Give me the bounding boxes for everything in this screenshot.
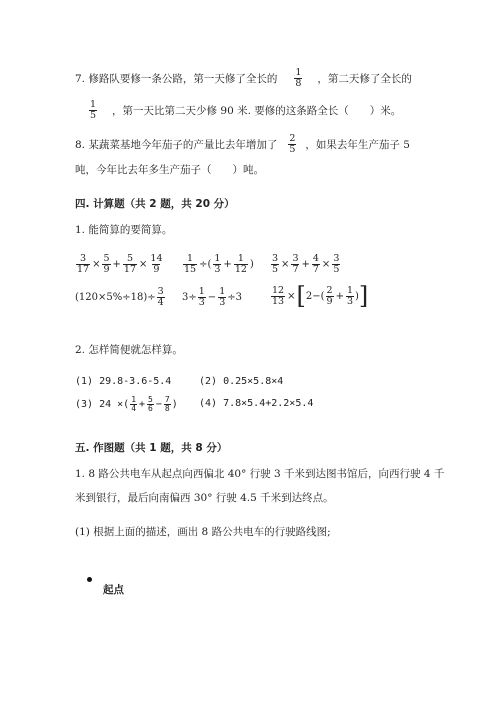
expression-4: (120×5%÷18)÷ $\frac{3}{4}$ bbox=[75, 286, 164, 308]
calc-4: (4) 7.8×5.4+2.2×5.4 bbox=[199, 398, 314, 409]
calc-1: (1) 29.8-3.6-5.4 bbox=[75, 376, 172, 387]
section-5-sub1: (1) 根据上面的描述，画出 8 路公共电车的行驶路线图; bbox=[75, 526, 331, 538]
start-point-label: 起点 bbox=[103, 584, 124, 596]
expression-3: $\frac{3}{5}$ × $\frac{3}{7}$ + $\frac{4}{7}$ × $\frac{3}{5}$ bbox=[272, 253, 340, 275]
q7-fraction-2: $\frac{1}{5}$ bbox=[90, 99, 97, 121]
calc-2: (2) 0.25×5.8×4 bbox=[199, 376, 284, 387]
question-7-line-1 bbox=[75, 68, 412, 89]
expression-1: $\frac{3}{17}$ × $\frac{5}{9}$ + $\frac{5}{17}$ × $\frac{14}{9}$ bbox=[77, 253, 163, 275]
section-4-q2: 2. 怎样简便就怎样算。 bbox=[75, 344, 183, 356]
left-bracket: [ bbox=[296, 282, 306, 310]
start-point-dot bbox=[87, 577, 92, 582]
question-7-line-2 bbox=[88, 100, 401, 121]
expression-5: 3÷ $\frac{1}{3}$ − $\frac{1}{3}$ ÷3 bbox=[182, 286, 242, 308]
q7-fraction-1: $\frac{1}{8}$ bbox=[295, 67, 302, 89]
q7-text-c: ，第一天比第二天少修 90 米. 要修的这条路全长（ ）米。 bbox=[112, 104, 402, 117]
q7-text-a: 7. 修路队要修一条公路，第一天修了全长的 bbox=[75, 72, 278, 85]
question-8-line-2: 吨，今年比去年多生产茄子（ ）吨。 bbox=[75, 164, 264, 176]
section-5-title: 五. 作图题（共 1 题，共 8 分） bbox=[75, 442, 228, 454]
q8-text-b: ，如果去年生产茄子 5 bbox=[305, 138, 410, 151]
right-bracket: ] bbox=[358, 282, 369, 310]
calc-3: (3) 24 ×( $\frac{1}{4}$ + $\frac{5}{6}$ − $\frac{7}{8}$ ) bbox=[75, 395, 178, 414]
expression-2: $\frac{1}{15}$ ÷( $\frac{1}{3}$ + $\frac{1}{12}$ ) bbox=[184, 253, 254, 275]
section-4-q1: 1. 能简算的要简算。 bbox=[75, 224, 173, 236]
question-8-line-1 bbox=[75, 134, 410, 155]
section-5-p2: 米到银行，最后向南偏西 30° 行驶 4.5 千米到达终点。 bbox=[75, 492, 334, 504]
q7-text-b: ，第二天修了全长的 bbox=[317, 72, 412, 85]
expression-6: $\frac{12}{13}$ × [ 2−( $\frac{2}{9}$ + $\frac{1}{3}$ ) ] bbox=[272, 282, 369, 310]
section-5-p1: 1. 8 路公共电车从起点向西偏北 40° 行驶 3 千米到达图书馆后，向西行驶 4 千 bbox=[75, 468, 445, 480]
q8-fraction: $\frac{2}{5}$ bbox=[289, 133, 296, 155]
section-4-title: 四. 计算题（共 2 题，共 20 分） bbox=[75, 198, 235, 210]
q8-text-a: 8. 某蔬菜基地今年茄子的产量比去年增加了 bbox=[75, 138, 278, 151]
